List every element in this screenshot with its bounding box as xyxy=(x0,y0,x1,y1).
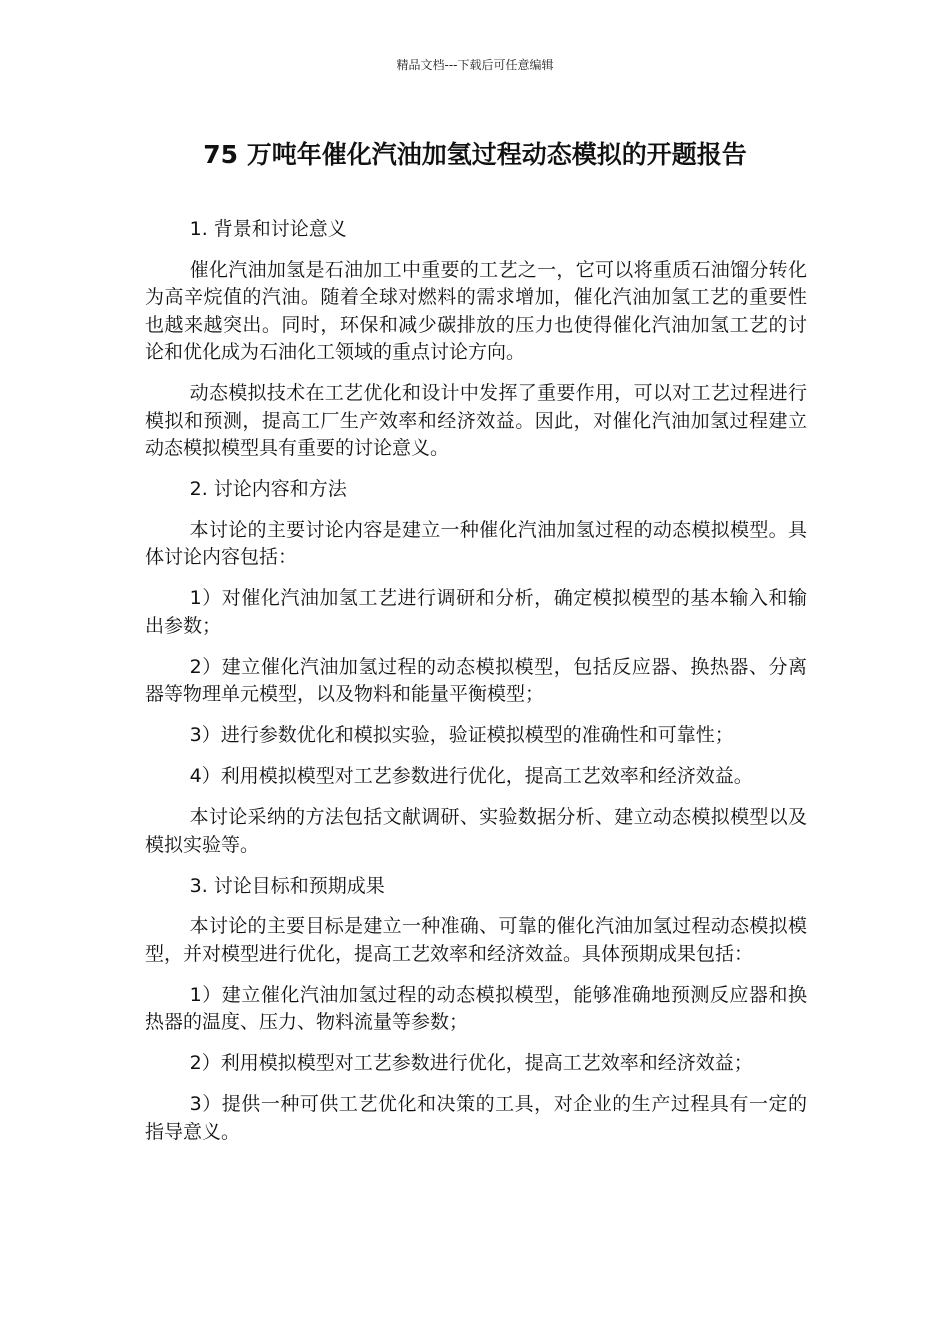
section-heading-goals: 3. 讨论目标和预期成果 xyxy=(189,874,385,897)
header-note: 精品文档---下载后可任意编辑 xyxy=(396,58,554,72)
paragraph: 本讨论的主要讨论内容是建立一种催化汽油加氢过程的动态模拟模型。具体讨论内容包括： xyxy=(145,518,807,568)
list-item: 2）建立催化汽油加氢过程的动态模拟模型，包括反应器、换热器、分离器等物理单元模型，以及物料和能量平衡模型； xyxy=(145,655,807,705)
paragraph: 本讨论采纳的方法包括文献调研、实验数据分析、建立动态模拟模型以及模拟实验等。 xyxy=(145,806,807,856)
paragraph: 本讨论的主要目标是建立一种准确、可靠的催化汽油加氢过程动态模拟模型，并对模型进行优化，提高工艺效率和经济效益。具体预期成果包括： xyxy=(145,915,807,965)
document-title: 75 万吨年催化汽油加氢过程动态模拟的开题报告 xyxy=(203,140,747,169)
section-heading-content-method: 2. 讨论内容和方法 xyxy=(189,478,347,500)
list-item: 4）利用模拟模型对工艺参数进行优化，提高工艺效率和经济效益。 xyxy=(189,765,753,787)
section-heading-background: 1. 背景和讨论意义 xyxy=(189,218,347,240)
list-item: 3）进行参数优化和模拟实验，验证模拟模型的准确性和可靠性； xyxy=(189,724,734,746)
list-item: 2）利用模拟模型对工艺参数进行优化，提高工艺效率和经济效益； xyxy=(189,1052,753,1074)
paragraph: 催化汽油加氢是石油加工中重要的工艺之一，它可以将重质石油馏分转化为高辛烷值的汽油。随着全球对燃料的需求增加，催化汽油加氢工艺的重要性也越来越突出。同时，环保和减少碳排放的压力也使得催化汽油加氢工艺的讨论和优化成为石油化工领域的重点讨论方向。 xyxy=(145,258,807,363)
document-body xyxy=(145,216,807,1160)
list-item: 1）建立催化汽油加氢过程的动态模拟模型，能够准确地预测反应器和换热器的温度、压力、物料流量等参数； xyxy=(145,983,807,1033)
paragraph: 动态模拟技术在工艺优化和设计中发挥了重要作用，可以对工艺过程进行模拟和预测，提高工厂生产效率和经济效益。因此，对催化汽油加氢过程建立动态模拟模型具有重要的讨论意义。 xyxy=(145,382,807,459)
list-item: 3）提供一种可供工艺优化和决策的工具，对企业的生产过程具有一定的指导意义。 xyxy=(145,1093,807,1143)
list-item: 1）对催化汽油加氢工艺进行调研和分析，确定模拟模型的基本输入和输出参数； xyxy=(145,587,807,637)
